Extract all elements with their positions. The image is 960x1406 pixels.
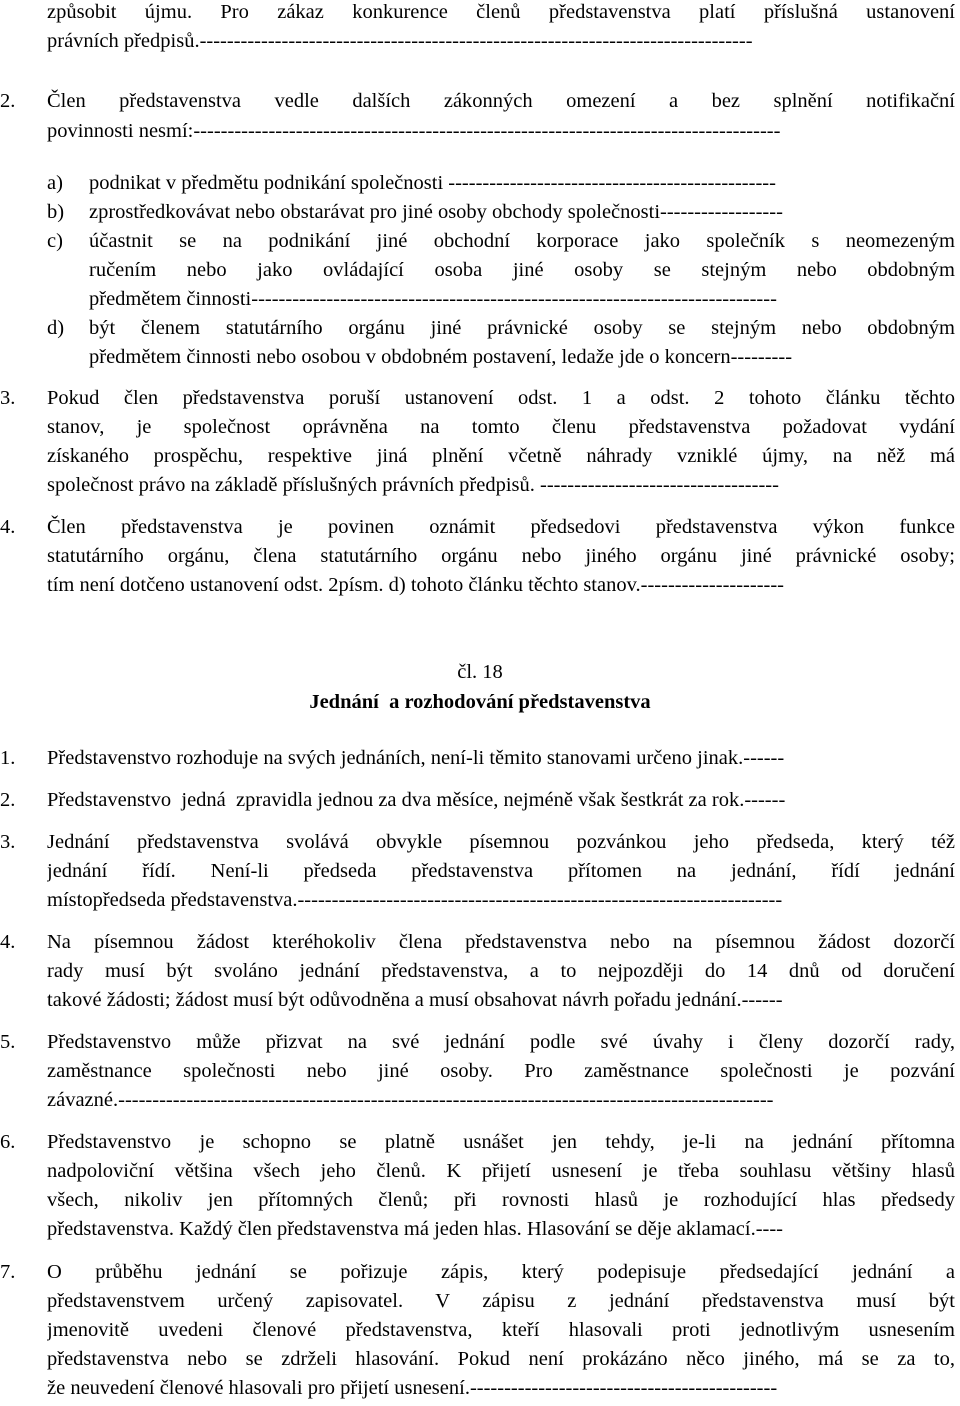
text-line: Na písemnou žádost kteréhokoliv člena představenstva nebo na písemnou žádost dozorčí <box>47 931 955 953</box>
paragraph-number: 4. <box>0 931 16 953</box>
text-line: Představenstvo je schopno se platně usnášet jen tehdy, je-li na jednání přítomna <box>47 1131 955 1153</box>
text-line: společnost právo na základě příslušných právních předpisů. ----------------------------------- <box>47 474 779 496</box>
text-line: že neuvedení členové hlasovali pro přijetí usnesení.--------------------------------------------- <box>47 1377 778 1399</box>
text-line: zprostředkovávat nebo obstarávat pro jiné osoby obchody společnosti------------------ <box>89 201 783 223</box>
item-label: c) <box>47 230 63 252</box>
text-line: právních předpisů.--------------------------------------------------------------------------------- <box>47 30 753 52</box>
text-line: způsobit újmu. Pro zákaz konkurence členů představenstva platí příslušná ustanovení <box>47 1 955 23</box>
text-line: podnikat v předmětu podnikání společnosti ------------------------------------------------ <box>89 172 776 194</box>
text-line: představenstvem určený zapisovatel. V zápisu z jednání představenstva musí být <box>47 1290 955 1312</box>
paragraph-number: 2. <box>0 90 16 112</box>
text-line: Představenstvo rozhoduje na svých jednáních, není-li těmito stanovami určeno jinak.------ <box>47 747 785 769</box>
text-line: předmětem činnosti nebo osobou v obdobném postavení, ledaže jde o koncern--------- <box>89 346 793 368</box>
text-line: účastnit se na podnikání jiné obchodní korporace jako společník s neomezeným <box>89 230 955 252</box>
item-label: b) <box>47 201 65 223</box>
paragraph-number: 6. <box>0 1131 16 1153</box>
text-line: všech, nikoliv jen přítomných členů; při rovnosti hlasů je rozhodující hlas předsedy <box>47 1189 955 1211</box>
text-line: získaného prospěchu, respektive jiná plnění včetně náhrady vzniklé újmy, na něž má <box>47 445 955 467</box>
text-line: stanov, je společnost oprávněna na tomto členu představenstva požadovat vydání <box>47 416 955 438</box>
text-line: být členem statutárního orgánu jiné právnické osoby se stejným nebo obdobným <box>89 317 955 339</box>
text-line: jednání řídí. Není-li předseda představenstva přítomen na jednání, řídí jednání <box>47 860 955 882</box>
text-line: představenstva. Každý člen představenstva má jeden hlas. Hlasování se děje aklamací.---- <box>47 1218 783 1240</box>
paragraph-number: 3. <box>0 387 16 409</box>
text-line: ručením nebo jako ovládající osoba jiné osoby se stejným nebo obdobným <box>89 259 955 281</box>
text-line: Představenstvo může přizvat na své jednání podle své úvahy i členy dozorčí rady, <box>47 1031 955 1053</box>
text-line: rady musí být svoláno jednání představenstva, a to nejpozději do 14 dnů od doručení <box>47 960 955 982</box>
text-line: O průběhu jednání se pořizuje zápis, který podepisuje předsedající jednání a <box>47 1261 955 1283</box>
item-label: a) <box>47 172 63 194</box>
paragraph-number: 1. <box>0 747 16 769</box>
article-title: Jednání a rozhodování představenstva <box>309 691 651 713</box>
paragraph-number: 3. <box>0 831 16 853</box>
item-label: d) <box>47 317 65 339</box>
text-line: Člen představenstva vedle dalších zákonných omezení a bez splnění notifikační <box>47 90 955 112</box>
paragraph-number: 7. <box>0 1261 16 1283</box>
text-line: Člen představenstva je povinen oznámit předsedovi představenstva výkon funkce <box>47 516 955 538</box>
text-line: předmětem činnosti----------------------------------------------------------------------------- <box>89 288 777 310</box>
text-line: jmenovitě uvedeni členové představenstva, kteří hlasovali proti jednotlivým usnesením <box>47 1319 955 1341</box>
text-line: Jednání představenstva svolává obvykle písemnou pozvánkou jeho předseda, který též <box>47 831 955 853</box>
text-line: zaměstnance společnosti nebo jiné osoby. Pro zaměstnance společnosti je pozvání <box>47 1060 955 1082</box>
text-line: takové žádosti; žádost musí být odůvodněna a musí obsahovat návrh pořadu jednání.------ <box>47 989 783 1011</box>
text-line: tím není dotčeno ustanovení odst. 2písm. d) tohoto článku těchto stanov.--------------------- <box>47 574 785 596</box>
text-line: nadpoloviční většina všech jeho členů. K přijetí usnesení je třeba souhlasu většiny hlasů <box>47 1160 955 1182</box>
text-line: Představenstvo jedná zpravidla jednou za dva měsíce, nejméně však šestkrát za rok.------ <box>47 789 786 811</box>
text-line: místopředseda představenstva.----------------------------------------------------------------------- <box>47 889 783 911</box>
text-line: statutárního orgánu, člena statutárního orgánu nebo jiného orgánu jiné právnické osoby; <box>47 545 955 567</box>
paragraph-number: 2. <box>0 789 16 811</box>
text-line: povinnosti nesmí:-------------------------------------------------------------------------------------- <box>47 120 781 142</box>
article-number: čl. 18 <box>457 661 503 683</box>
text-line: představenstva nebo se zdrželi hlasování. Pokud není prokázáno něco jiného, má se za to, <box>47 1348 955 1370</box>
paragraph-number: 4. <box>0 516 16 538</box>
text-line: závazné.------------------------------------------------------------------------------------------------ <box>47 1089 774 1111</box>
text-line: Pokud člen představenstva poruší ustanovení odst. 1 a odst. 2 tohoto článku těchto <box>47 387 955 409</box>
paragraph-number: 5. <box>0 1031 16 1053</box>
